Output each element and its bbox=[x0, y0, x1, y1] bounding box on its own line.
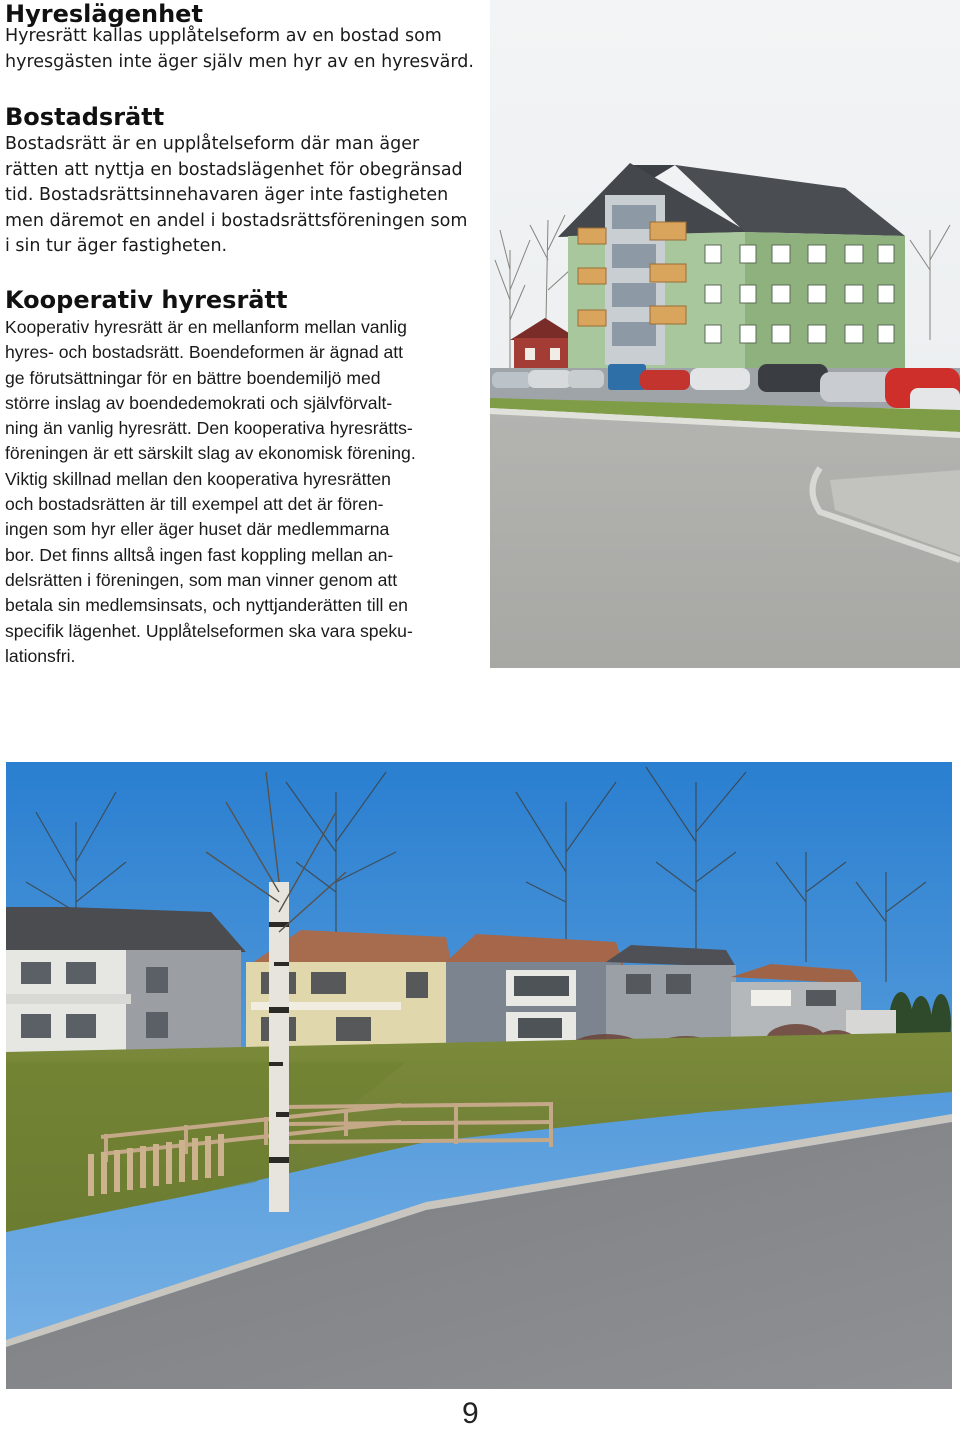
paragraph-hyreslagenhet bbox=[5, 24, 474, 75]
paragraph-line: större inslag av boendedemokrati och självförvalt- bbox=[5, 392, 393, 413]
paragraph-line: bor. Det finns alltså ingen fast koppling mellan an- bbox=[5, 544, 394, 565]
photo-apartment-building bbox=[490, 0, 960, 668]
paragraph-line: ning än vanlig hyresrätt. Den kooperativa hyresrätts- bbox=[5, 418, 413, 439]
paragraph-line: tid. Bostadsrättsinnehavaren äger inte fastigheten bbox=[5, 185, 449, 205]
paragraph-line: Hyresrätt kallas upplåtelseform av en bostad som bbox=[5, 26, 442, 46]
paragraph-line: och bostadsrätten är till exempel att det är fören- bbox=[5, 494, 384, 515]
paragraph-line: hyres- och bostadsrätt. Boendeformen är ägnad att bbox=[5, 342, 404, 363]
paragraph-line: men däremot en andel i bostadsrättsföreningen som bbox=[5, 210, 468, 231]
paragraph-line: specifik lägenhet. Upplåtelseformen ska vara speku- bbox=[5, 620, 413, 641]
paragraph-line: Kooperativ hyresrätt är en mellanform mellan vanlig bbox=[5, 317, 407, 337]
paragraph-line: betala sin medlemsinsats, och nyttjanderätten till en bbox=[5, 595, 408, 616]
terraced-houses-illustration bbox=[6, 762, 952, 1389]
paragraph-line: i sin tur äger fastigheten. bbox=[5, 236, 228, 256]
heading-bostadsratt: Bostadsrätt bbox=[5, 103, 165, 131]
paragraph-line: Bostadsrätt är en upplåtelseform där man äger bbox=[5, 134, 420, 154]
paragraph-line: lationsfri. bbox=[5, 645, 76, 666]
paragraph-line: Viktig skillnad mellan den kooperativa hyresrätten bbox=[5, 468, 391, 489]
paragraph-bostadsratt bbox=[5, 132, 467, 260]
paragraph-line: hyresgästen inte äger själv men hyr av en hyresvärd. bbox=[5, 51, 474, 72]
page-number: 9 bbox=[462, 1397, 479, 1430]
paragraph-line: delsrätten i föreningen, som man vinner genom att bbox=[5, 569, 398, 590]
heading-hyreslagenhet: Hyreslägenhet bbox=[5, 0, 203, 28]
paragraph-line: rätten att nyttja en bostadslägenhet för obegränsad bbox=[5, 159, 463, 180]
paragraph-line: ingen som hyr eller äger huset där medlemmarna bbox=[5, 519, 390, 540]
apartment-building-illustration bbox=[490, 0, 960, 668]
paragraph-kooperativ-hyresratt bbox=[5, 315, 416, 669]
photo-terraced-houses bbox=[6, 762, 952, 1389]
paragraph-line: ge förutsättningar för en bättre boendemiljö med bbox=[5, 367, 381, 388]
paragraph-line: föreningen är ett särskilt slag av ekonomisk förening. bbox=[5, 443, 416, 464]
heading-kooperativ-hyresratt: Kooperativ hyresrätt bbox=[5, 286, 288, 314]
